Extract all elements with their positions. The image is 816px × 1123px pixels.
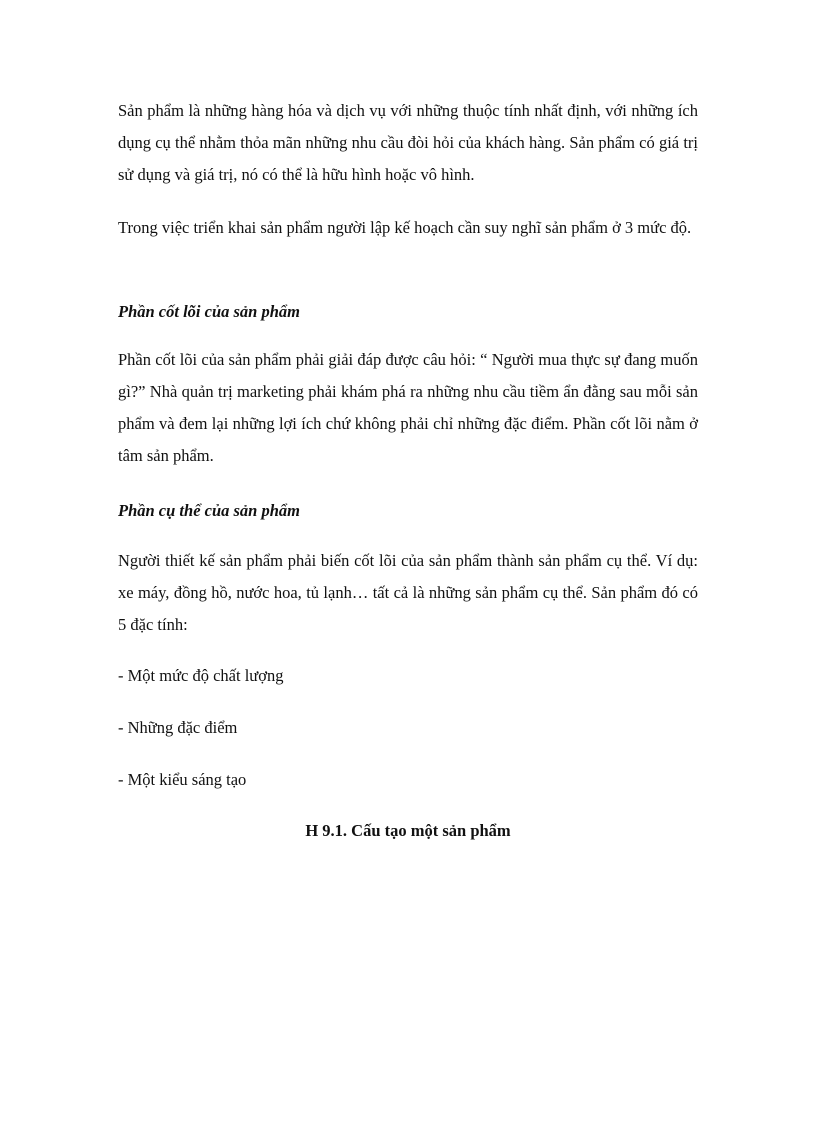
figure-caption: H 9.1. Cấu tạo một sản phẩm bbox=[305, 821, 511, 840]
paragraph-product-definition: Sản phẩm là những hàng hóa và dịch vụ với những thuộc tính nhất định, với những ích dụng cụ thể nhằm thỏa mãn những nhu cầu đòi hỏi của khách hàng. Sản phẩm có giá trị sử dụng và giá trị, nó có thể là hữu hình hoặc vô hình. bbox=[118, 101, 698, 184]
bullet-item-style: - Một kiểu sáng tạo bbox=[118, 770, 247, 789]
paragraph-actual-product: Người thiết kế sản phẩm phải biến cốt lõi của sản phẩm thành sản phẩm cụ thể. Ví dụ: xe máy, đồng hồ, nước hoa, tủ lạnh… tất cả là những sản phẩm cụ thể. Sản phẩm đó có 5 đặc tính: bbox=[118, 551, 698, 634]
bullet-item-features: - Những đặc điểm bbox=[118, 718, 238, 737]
paragraph-three-levels: Trong việc triển khai sản phẩm người lập kế hoạch cần suy nghĩ sản phẩm ở 3 mức độ. bbox=[118, 218, 692, 237]
paragraph-core-product: Phần cốt lõi của sản phẩm phải giải đáp được câu hỏi: “ Người mua thực sự đang muốn gì?” Nhà quản trị marketing phải khám phá ra những nhu cầu tiềm ẩn đằng sau mỗi sản phẩm và đem lại những lợi ích chứ không phải chỉ những đặc điểm. Phần cốt lõi nằm ở tâm sản phẩm. bbox=[118, 350, 698, 465]
bullet-item-quality: - Một mức độ chất lượng bbox=[118, 666, 284, 685]
heading-core-product: Phần cốt lõi của sản phẩm bbox=[118, 302, 300, 321]
heading-actual-product: Phần cụ thể của sản phẩm bbox=[118, 501, 300, 520]
